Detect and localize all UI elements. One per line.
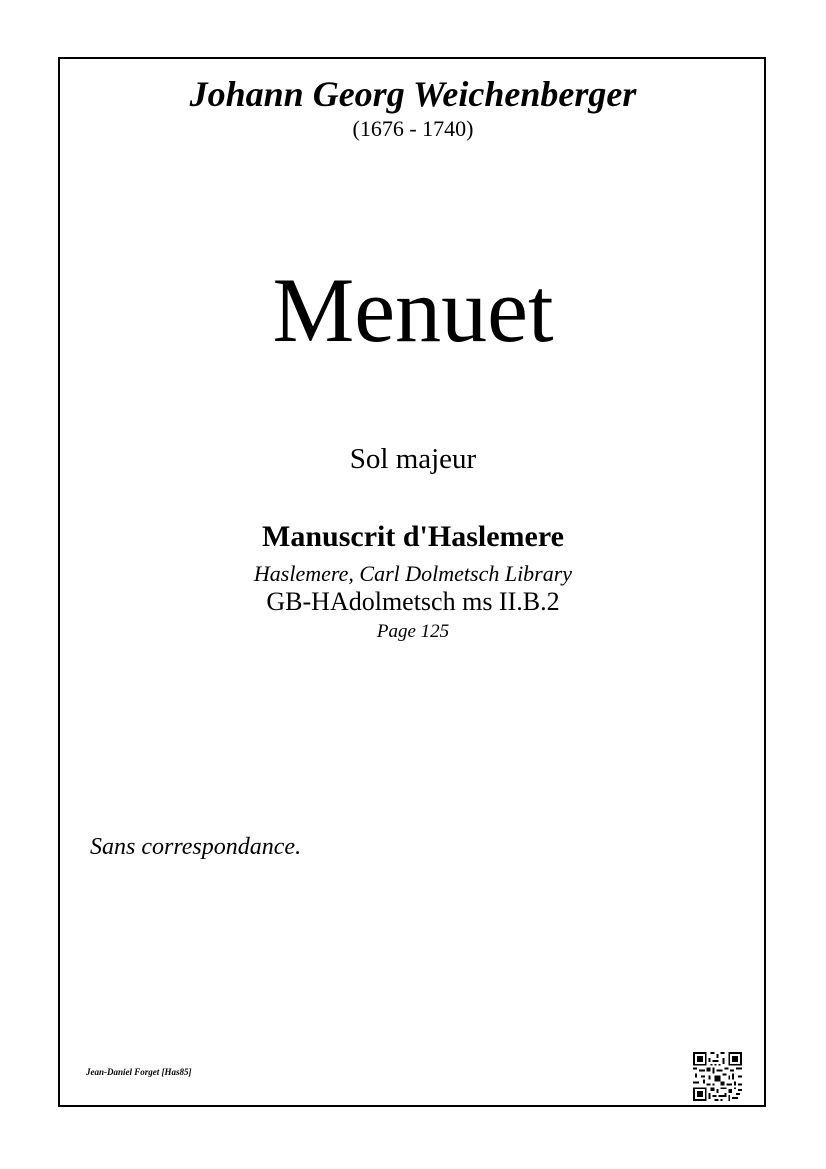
- editor-credit: Jean-Daniel Forget [Has85]: [86, 1067, 192, 1077]
- composer-dates: (1676 - 1740): [352, 116, 474, 141]
- source-library: Haslemere, Carl Dolmetsch Library: [253, 561, 573, 586]
- composer-name: Johann Georg Weichenberger: [189, 74, 637, 114]
- piece-key: Sol majeur: [349, 443, 477, 475]
- source-name: Manuscrit d'Haslemere: [262, 520, 564, 553]
- source-shelfmark: GB-HAdolmetsch ms II.B.2: [266, 587, 560, 616]
- piece-title: Menuet: [272, 259, 554, 361]
- correspondence-note: Sans correspondance.: [90, 834, 302, 860]
- qr-code-icon: [693, 1052, 742, 1101]
- source-page: Page 125: [376, 621, 450, 642]
